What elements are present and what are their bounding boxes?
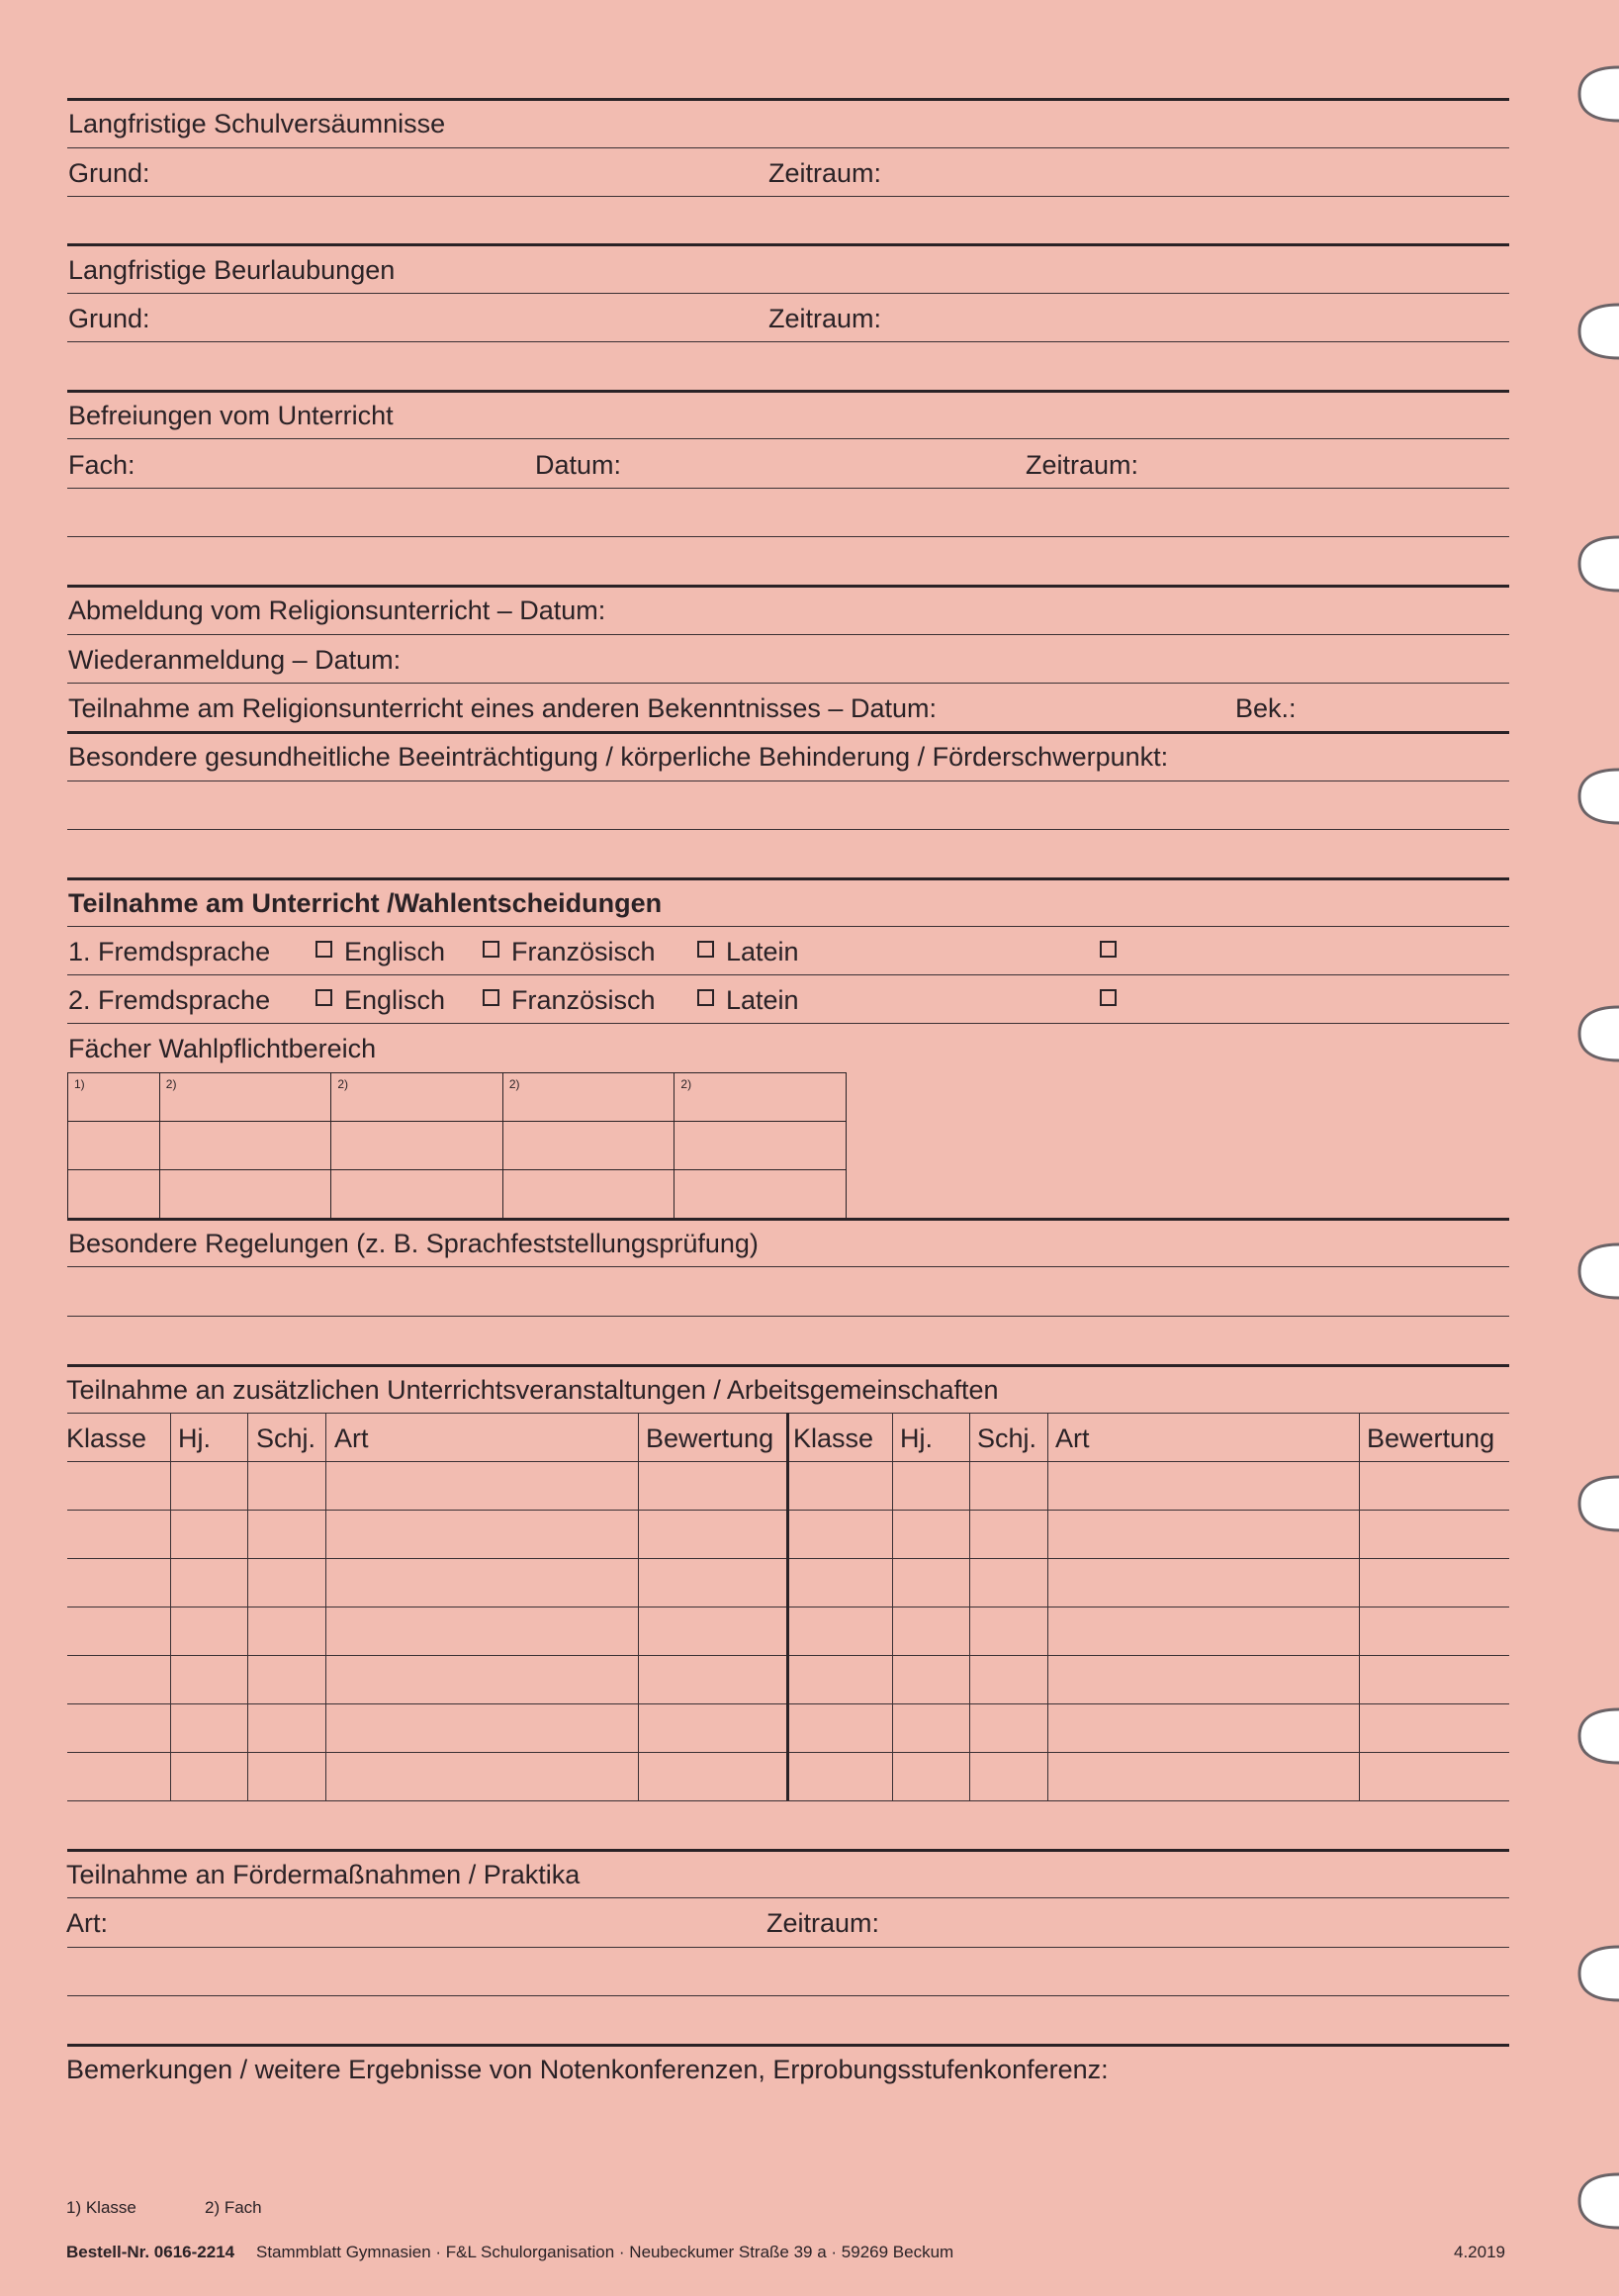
wp-header-cell: 2) [675, 1073, 847, 1122]
binder-tab [1560, 1701, 1619, 1771]
rule [67, 1800, 1509, 1801]
rule [67, 196, 1509, 197]
rule [67, 341, 1509, 342]
wp-header-cell: 2) [502, 1073, 675, 1122]
col-divider [247, 1413, 248, 1800]
datum-label: Datum: [535, 450, 622, 480]
checkbox-latein-1[interactable] [697, 941, 714, 958]
foerder-title: Teilnahme an Fördermaßnahmen / Praktika [66, 1860, 581, 1889]
fremdsprache-2-label: 2. Fremdsprache [68, 985, 271, 1015]
fach-label: Fach: [68, 450, 135, 480]
wp-header-cell: 2) [331, 1073, 503, 1122]
binder-tab [1560, 762, 1619, 831]
regelungen-title: Besondere Regelungen (z. B. Sprachfeststellungsprüfung) [68, 1229, 759, 1258]
grund-label: Grund: [68, 304, 150, 333]
rule [67, 1995, 1509, 1996]
wp-cell[interactable] [675, 1122, 847, 1170]
wp-cell[interactable] [68, 1170, 160, 1219]
wp-header-cell: 1) [68, 1073, 160, 1122]
option-label: Englisch [344, 937, 446, 966]
rule [67, 2044, 1509, 2047]
grund-label: Grund: [68, 158, 150, 188]
footer-publisher: Stammblatt Gymnasien · F&L Schulorganisation · Neubeckumer Straße 39 a · 59269 Beckum [256, 2243, 954, 2261]
wahlpflicht-table [67, 1072, 847, 1219]
bemerkungen-title: Bemerkungen / weitere Ergebnisse von Notenkonferenzen, Erprobungsstufenkonferenz: [66, 2055, 1109, 2084]
col-divider [325, 1413, 326, 1800]
section-title-beurlaubungen: Langfristige Beurlaubungen [68, 255, 396, 285]
rule [67, 536, 1509, 537]
rule [67, 1218, 1509, 1221]
rule [67, 926, 1509, 927]
col-header: Hj. [178, 1424, 211, 1453]
option-label: Französisch [511, 937, 656, 966]
binder-tab [1560, 529, 1619, 598]
rule [67, 1316, 1509, 1317]
footer-date: 4.2019 [1454, 2243, 1505, 2261]
rule [67, 634, 1509, 635]
checkbox-franzoesisch-1[interactable] [483, 941, 499, 958]
section-title-befreiungen: Befreiungen vom Unterricht [68, 401, 394, 430]
rule [67, 243, 1509, 246]
rule [67, 1947, 1509, 1948]
rule [67, 585, 1509, 588]
bek-label: Bek.: [1235, 693, 1297, 723]
rule [67, 1364, 1509, 1367]
wp-cell[interactable] [502, 1122, 675, 1170]
binder-tab [1560, 297, 1619, 366]
rule [67, 829, 1509, 830]
rule [67, 1023, 1509, 1024]
checkbox-englisch-2[interactable] [315, 989, 332, 1006]
binder-tab [1560, 1237, 1619, 1306]
teilnahme-religion-label: Teilnahme am Religionsunterricht eines anderen Bekenntnisses – Datum: [68, 693, 937, 723]
wahlpflicht-title: Fächer Wahlpflichtbereich [68, 1034, 377, 1063]
option-label: Englisch [344, 985, 446, 1015]
col-header: Hj. [900, 1424, 933, 1453]
section-title-schulversaeumnisse: Langfristige Schulversäumnisse [68, 109, 446, 138]
abmeldung-label: Abmeldung vom Religionsunterricht – Datum: [68, 596, 606, 625]
col-divider [638, 1413, 639, 1800]
col-header: Art [1055, 1424, 1090, 1453]
col-header: Klasse [66, 1424, 147, 1453]
wp-cell[interactable] [159, 1170, 331, 1219]
rule [67, 683, 1509, 684]
zeitraum-label: Zeitraum: [766, 1908, 880, 1938]
binder-tab [1560, 1469, 1619, 1538]
bestell-nr: Bestell-Nr. 0616-2214 [66, 2243, 235, 2261]
col-divider [170, 1413, 171, 1800]
wahl-title: Teilnahme am Unterricht /Wahlentscheidungen [68, 888, 663, 918]
col-header: Schj. [256, 1424, 316, 1453]
wiederanmeldung-label: Wiederanmeldung – Datum: [68, 645, 402, 675]
binder-tab [1560, 999, 1619, 1068]
col-header: Bewertung [646, 1424, 774, 1453]
wp-cell[interactable] [159, 1122, 331, 1170]
col-divider [892, 1413, 893, 1800]
wp-cell[interactable] [68, 1122, 160, 1170]
col-header: Klasse [793, 1424, 874, 1453]
col-header: Schj. [977, 1424, 1037, 1453]
binder-tab [1560, 2166, 1619, 2236]
fremdsprache-1-label: 1. Fremdsprache [68, 937, 271, 966]
rule [67, 390, 1509, 393]
art-label: Art: [66, 1908, 109, 1938]
footnote-fach: 2) Fach [205, 2198, 262, 2217]
zusatz-title: Teilnahme an zusätzlichen Unterrichtsveranstaltungen / Arbeitsgemeinschaften [66, 1375, 999, 1405]
rule [67, 1897, 1509, 1898]
zeitraum-label: Zeitraum: [1026, 450, 1139, 480]
col-header: Art [334, 1424, 369, 1453]
zeitraum-label: Zeitraum: [768, 304, 882, 333]
wp-cell[interactable] [331, 1170, 503, 1219]
col-divider [1047, 1413, 1048, 1800]
option-label: Französisch [511, 985, 656, 1015]
rule [67, 98, 1509, 101]
checkbox-franzoesisch-2[interactable] [483, 989, 499, 1006]
checkbox-other-2[interactable] [1100, 989, 1117, 1006]
col-divider [786, 1413, 789, 1800]
rule [67, 1849, 1509, 1852]
rule [67, 731, 1509, 734]
wp-cell[interactable] [675, 1170, 847, 1219]
checkbox-other-1[interactable] [1100, 941, 1117, 958]
option-label: Latein [726, 937, 799, 966]
option-label: Latein [726, 985, 799, 1015]
rule [67, 488, 1509, 489]
binder-tab [1560, 59, 1619, 129]
checkbox-latein-2[interactable] [697, 989, 714, 1006]
rule [67, 147, 1509, 148]
rule [67, 1266, 1509, 1267]
rule [67, 877, 1509, 880]
footnote-klasse: 1) Klasse [66, 2198, 136, 2217]
col-divider [969, 1413, 970, 1800]
rule [67, 293, 1509, 294]
col-divider [1359, 1413, 1360, 1800]
gesundheit-label: Besondere gesundheitliche Beeinträchtigung / körperliche Behinderung / Förderschwerpunkt: [68, 742, 1169, 772]
wp-header-cell: 2) [159, 1073, 331, 1122]
rule [67, 974, 1509, 975]
binder-tab [1560, 1939, 1619, 2008]
col-header: Bewertung [1367, 1424, 1495, 1453]
wp-cell[interactable] [331, 1122, 503, 1170]
zeitraum-label: Zeitraum: [768, 158, 882, 188]
checkbox-englisch-1[interactable] [315, 941, 332, 958]
wp-cell[interactable] [502, 1170, 675, 1219]
rule [67, 438, 1509, 439]
